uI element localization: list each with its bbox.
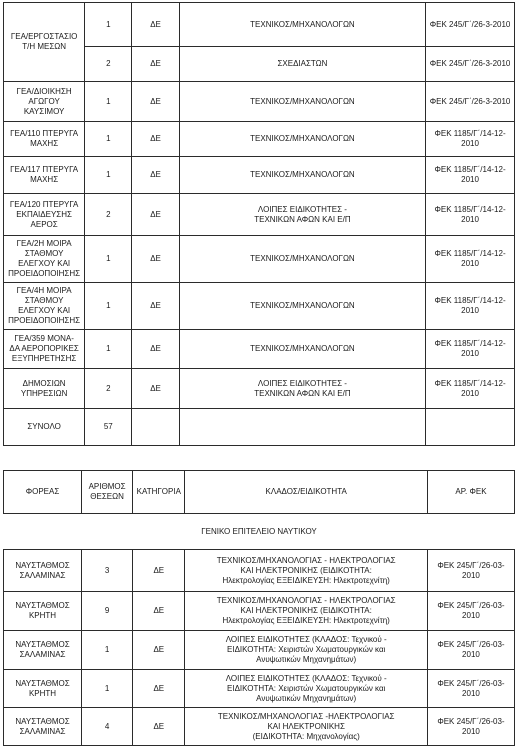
table-row (4, 330, 515, 369)
category-cell: ΔΕ (132, 122, 179, 157)
org-cell: ΓΕΑ/359 ΜΟΝΑ- ΔΑ ΑΕΡΟΠΟΡΙΚΕΣ ΕΞΥΠΗΡΕΤΗΣΗΣ (4, 330, 85, 369)
specialty-cell: ΛΟΙΠΕΣ ΕΙΔΙΚΟΤΗΤΕΣ (ΚΛΑΔΟΣ: Τεχνικού - ΕΙΔΙΚΟΤΗΤΑ: Χειριστών Χωματουργικών και Ανυψωτικών Μηχανημάτων) (185, 670, 427, 708)
category-cell: ΔΕ (133, 708, 185, 746)
table-row (4, 283, 515, 330)
fek-cell: ΦΕΚ 1185/Γ΄/14-12-2010 (426, 330, 515, 369)
header-category: ΚΑΤΗΓΟΡΙΑ (133, 471, 185, 514)
category-cell: ΔΕ (132, 157, 179, 194)
empty-cell (426, 409, 515, 446)
specialty-cell: ΛΟΙΠΕΣ ΕΙΔΙΚΟΤΗΤΕΣ - ΤΕΧΝΙΚΩΝ ΑΦΩΝ ΚΑΙ Ε/Π (179, 194, 425, 236)
count-cell: 1 (82, 670, 133, 708)
table-row (4, 82, 515, 122)
category-cell: ΔΕ (132, 330, 179, 369)
table-row (4, 631, 515, 670)
org-cell: ΓΕΑ/120 ΠΤΕΡΥΓΑ ΕΚΠΑΙΔΕΥΣΗΣ ΑΕΡΟΣ (4, 194, 85, 236)
count-cell: 1 (85, 236, 132, 283)
fek-cell: ΦΕΚ 245/Γ΄/26-03-2010 (427, 708, 514, 746)
table-row (4, 236, 515, 283)
fek-cell: ΦΕΚ 245/Γ΄/26-3-2010 (426, 47, 515, 82)
fek-cell: ΦΕΚ 245/Γ΄/26-03-2010 (427, 592, 514, 631)
org-cell: ΓΕΑ/110 ΠΤΕΡΥΓΑ ΜΑΧΗΣ (4, 122, 85, 157)
count-cell: 1 (85, 82, 132, 122)
org-cell: ΝΑΥΣΤΑΘΜΟΣ ΣΑΛΑΜΙΝΑΣ (4, 708, 82, 746)
fek-cell: ΦΕΚ 245/Γ΄/26-3-2010 (426, 82, 515, 122)
count-cell: 4 (82, 708, 133, 746)
category-cell: ΔΕ (133, 670, 185, 708)
category-cell: ΔΕ (132, 47, 179, 82)
section-title: ΓΕΝΙΚΟ ΕΠΙΤΕΛΕΙΟ ΝΑΥΤΙΚΟΥ (4, 514, 515, 550)
table-row (4, 157, 515, 194)
specialty-cell: ΤΕΧΝΙΚΟΣ/ΜΗΧΑΝΟΛΟΓΙΑΣ - ΗΛΕΚΤΡΟΛΟΓΙΑΣ ΚΑΙ ΗΛΕΚΤΡΟΝΙΚΗΣ (ΕΙΔΙΚΟΤΗΤΑ: Ηλεκτρολογίας ΕΞΕΙΔΙΚΕΥΣΗ: Ηλεκτροτεχνίτη) (185, 592, 427, 631)
org-cell: ΝΑΥΣΤΑΘΜΟΣ ΚΡΗΤΗ (4, 670, 82, 708)
positions-table-navy (3, 470, 515, 746)
category-cell: ΔΕ (132, 236, 179, 283)
org-cell: ΔΗΜΟΣΙΩΝ ΥΠΗΡΕΣΙΩΝ (4, 369, 85, 409)
specialty-cell: ΛΟΙΠΕΣ ΕΙΔΙΚΟΤΗΤΕΣ (ΚΛΑΔΟΣ: Τεχνικού - ΕΙΔΙΚΟΤΗΤΑ: Χειριστών Χωματουργικών και Ανυψωτικών Μηχανημάτων) (185, 631, 427, 670)
specialty-cell: ΤΕΧΝΙΚΟΣ/ΜΗΧΑΝΟΛΟΓΙΑΣ - ΗΛΕΚΤΡΟΛΟΓΙΑΣ ΚΑΙ ΗΛΕΚΤΡΟΝΙΚΗΣ (ΕΙΔΙΚΟΤΗΤΑ: Ηλεκτρολογίας ΕΞΕΙΔΙΚΕΥΣΗ: Ηλεκτροτεχνίτη) (185, 550, 427, 592)
fek-cell: ΦΕΚ 245/Γ΄/26-03-2010 (427, 550, 514, 592)
count-cell: 1 (85, 283, 132, 330)
category-cell: ΔΕ (132, 369, 179, 409)
org-cell: ΓΕΑ/2Η ΜΟΙΡΑ ΣΤΑΘΜΟΥ ΕΛΕΓΧΟΥ ΚΑΙ ΠΡΟΕΙΔΟΠΟΙΗΣΗΣ (4, 236, 85, 283)
table-row (4, 194, 515, 236)
header-row (4, 471, 515, 514)
category-cell: ΔΕ (133, 550, 185, 592)
table-row (4, 670, 515, 708)
count-cell: 3 (82, 550, 133, 592)
section-row (4, 514, 515, 550)
specialty-cell: ΤΕΧΝΙΚΟΣ/ΜΗΧΑΝΟΛΟΓΩΝ (179, 330, 425, 369)
fek-cell: ΦΕΚ 1185/Γ΄/14-12-2010 (426, 157, 515, 194)
count-cell: 1 (85, 157, 132, 194)
specialty-cell: ΤΕΧΝΙΚΟΣ/ΜΗΧΑΝΟΛΟΓΩΝ (179, 236, 425, 283)
count-cell: 2 (85, 369, 132, 409)
fek-cell: ΦΕΚ 245/Γ΄/26-03-2010 (427, 670, 514, 708)
count-cell: 2 (85, 194, 132, 236)
fek-cell: ΦΕΚ 245/Γ΄/26-3-2010 (426, 3, 515, 47)
count-cell: 1 (85, 3, 132, 47)
total-value: 57 (85, 409, 132, 446)
specialty-cell: ΣΧΕΔΙΑΣΤΩΝ (179, 47, 425, 82)
specialty-cell: ΛΟΙΠΕΣ ΕΙΔΙΚΟΤΗΤΕΣ - ΤΕΧΝΙΚΩΝ ΑΦΩΝ ΚΑΙ Ε/Π (179, 369, 425, 409)
org-cell: ΓΕΑ/ΔΙΟΙΚΗΣΗ ΑΓΩΓΟΥ ΚΑΥΣΙΜΟΥ (4, 82, 85, 122)
category-cell: ΔΕ (132, 194, 179, 236)
category-cell: ΔΕ (133, 592, 185, 631)
count-cell: 1 (85, 330, 132, 369)
header-count: ΑΡΙΘΜΟΣ ΘΕΣΕΩΝ (82, 471, 133, 514)
org-cell: ΓΕΑ/4Η ΜΟΙΡΑ ΣΤΑΘΜΟΥ ΕΛΕΓΧΟΥ ΚΑΙ ΠΡΟΕΙΔΟΠΟΙΗΣΗΣ (4, 283, 85, 330)
table-row (4, 3, 515, 47)
fek-cell: ΦΕΚ 1185/Γ΄/14-12-2010 (426, 122, 515, 157)
specialty-cell: ΤΕΧΝΙΚΟΣ/ΜΗΧΑΝΟΛΟΓΩΝ (179, 82, 425, 122)
empty-cell (132, 409, 179, 446)
category-cell: ΔΕ (132, 283, 179, 330)
count-cell: 9 (82, 592, 133, 631)
table-row (4, 369, 515, 409)
org-cell: ΝΑΥΣΤΑΘΜΟΣ ΚΡΗΤΗ (4, 592, 82, 631)
total-label: ΣΥΝΟΛΟ (4, 409, 85, 446)
positions-table-air-force (3, 2, 515, 446)
fek-cell: ΦΕΚ 1185/Γ΄/14-12-2010 (426, 369, 515, 409)
count-cell: 1 (82, 631, 133, 670)
specialty-cell: ΤΕΧΝΙΚΟΣ/ΜΗΧΑΝΟΛΟΓΩΝ (179, 122, 425, 157)
fek-cell: ΦΕΚ 245/Γ΄/26-03-2010 (427, 631, 514, 670)
org-cell: ΓΕΑ/117 ΠΤΕΡΥΓΑ ΜΑΧΗΣ (4, 157, 85, 194)
header-specialty: ΚΛΑΔΟΣ/ΕΙΔΙΚΟΤΗΤΑ (185, 471, 427, 514)
header-fek: ΑΡ. ΦΕΚ (427, 471, 514, 514)
table-row (4, 708, 515, 746)
specialty-cell: ΤΕΧΝΙΚΟΣ/ΜΗΧΑΝΟΛΟΓΩΝ (179, 157, 425, 194)
header-org: ΦΟΡΕΑΣ (4, 471, 82, 514)
table-row (4, 122, 515, 157)
specialty-cell: ΤΕΧΝΙΚΟΣ/ΜΗΧΑΝΟΛΟΓΙΑΣ -ΗΛΕΚΤΡΟΛΟΓΙΑΣ ΚΑΙ ΗΛΕΚΤΡΟΝΙΚΗΣ (ΕΙΔΙΚΟΤΗΤΑ: Μηχανολογίας) (185, 708, 427, 746)
table-row (4, 550, 515, 592)
table-row (4, 592, 515, 631)
specialty-cell: ΤΕΧΝΙΚΟΣ/ΜΗΧΑΝΟΛΟΓΩΝ (179, 3, 425, 47)
category-cell: ΔΕ (133, 631, 185, 670)
specialty-cell: ΤΕΧΝΙΚΟΣ/ΜΗΧΑΝΟΛΟΓΩΝ (179, 283, 425, 330)
count-cell: 1 (85, 122, 132, 157)
fek-cell: ΦΕΚ 1185/Γ΄/14-12-2010 (426, 283, 515, 330)
total-row (4, 409, 515, 446)
category-cell: ΔΕ (132, 3, 179, 47)
org-cell: ΓΕΑ/ΕΡΓΟΣΤΑΣΙΟ Τ/Η ΜΕΣΩΝ (4, 3, 85, 82)
category-cell: ΔΕ (132, 82, 179, 122)
org-cell: ΝΑΥΣΤΑΘΜΟΣ ΣΑΛΑΜΙΝΑΣ (4, 631, 82, 670)
fek-cell: ΦΕΚ 1185/Γ΄/14-12-2010 (426, 236, 515, 283)
count-cell: 2 (85, 47, 132, 82)
empty-cell (179, 409, 425, 446)
fek-cell: ΦΕΚ 1185/Γ΄/14-12-2010 (426, 194, 515, 236)
org-cell: ΝΑΥΣΤΑΘΜΟΣ ΣΑΛΑΜΙΝΑΣ (4, 550, 82, 592)
